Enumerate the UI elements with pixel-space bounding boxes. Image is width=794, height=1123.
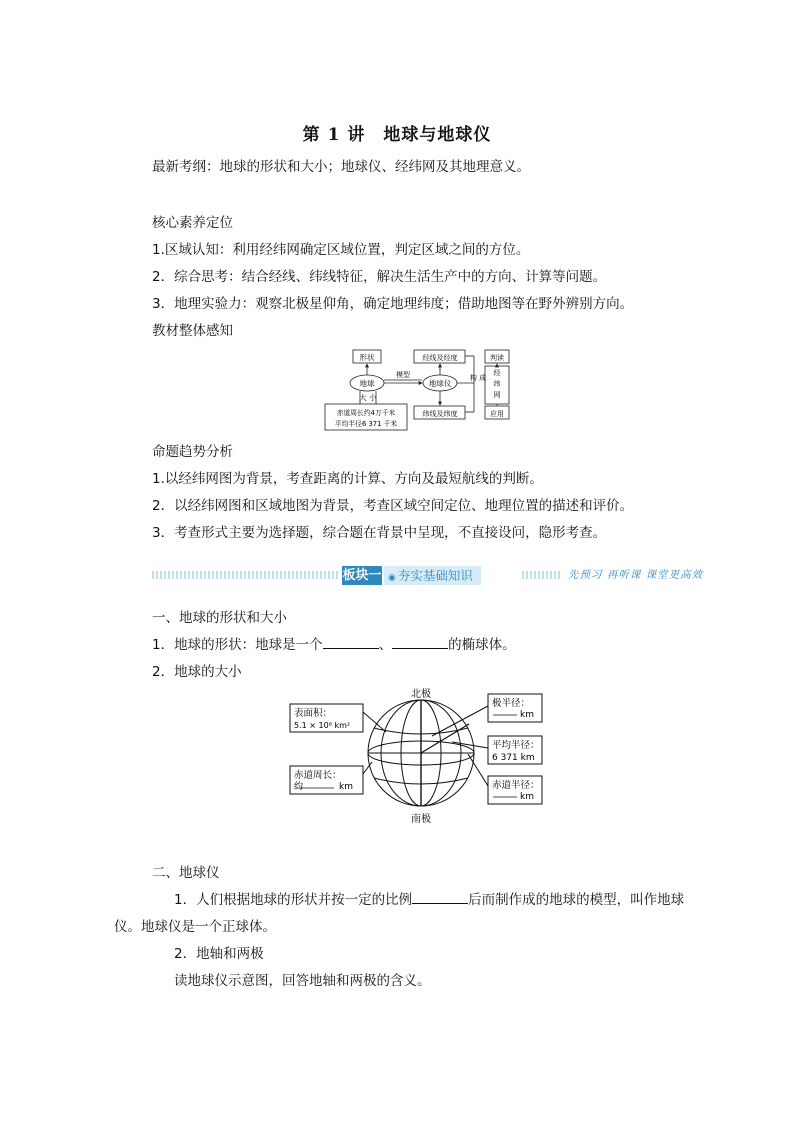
banner-box: 板块一: [342, 568, 382, 583]
diagram-globe: 地球仪: [428, 379, 452, 388]
diagram-apply: 应用: [490, 410, 504, 418]
diagram-lon: 经线及经度: [422, 354, 458, 362]
area-value: 5.1 × 10⁸ km²: [294, 721, 351, 730]
core-item: 1.区域认知：利用经纬网确定区域位置，判定区域之间的方位。: [152, 242, 530, 258]
north-pole-label: 北极: [411, 689, 431, 700]
earth-size-figure: [282, 688, 552, 828]
section2-p3: 读地球仪示意图，回答地轴和两极的含义。: [174, 973, 431, 989]
banner-slogan: 先预习 再听课 课堂更高效: [568, 569, 704, 581]
fill-blank[interactable]: [323, 636, 379, 649]
diagram-read: 判读: [490, 354, 504, 362]
diagram-size: 大 小: [359, 393, 377, 402]
equator-length-unit: km: [339, 782, 353, 792]
polar-radius-unit: km: [520, 710, 534, 720]
fill-blank[interactable]: [412, 891, 468, 904]
trend-heading: 命题趋势分析: [152, 444, 233, 460]
trend-item: 2．以经纬网图和区域地图为背景，考查区域空间定位、地理位置的描述和评价。: [152, 498, 634, 514]
banner-subtitle: ◉ 夯实基础知识: [384, 566, 481, 585]
page-title: 第 1 讲 地球与地球仪: [302, 125, 492, 145]
fill-blank[interactable]: [392, 636, 448, 649]
equator-radius-unit: km: [520, 792, 534, 802]
section2-heading: 二、地球仪: [152, 865, 220, 881]
svg-text:网: 网: [493, 391, 501, 399]
diagram-model: 模型: [396, 371, 410, 379]
polar-radius-label: 极半径：: [492, 698, 531, 709]
section2-p1-cont: 仪。地球仪是一个正球体。: [114, 919, 276, 935]
diagram-lat: 纬线及纬度: [422, 410, 458, 418]
equator-length-label: 赤道周长：: [294, 770, 342, 781]
south-pole-label: 南极: [411, 814, 431, 825]
svg-text:纬: 纬: [493, 380, 501, 388]
section2-p1: 1．人们根据地球的形状并按一定的比例 后而制作成的地球的模型，叫作地球: [174, 892, 685, 908]
concept-diagram: [320, 346, 530, 436]
core-item: 2．综合思考：结合经线、纬线特征，解决生活生产中的方向、计算等问题。: [152, 269, 607, 285]
mean-radius-value: 6 371 km: [492, 753, 535, 763]
section1-heading: 一、地球的形状和大小: [152, 610, 287, 626]
trend-item: 1.以经纬网图为背景，考查距离的计算、方向及最短航线的判断。: [152, 471, 543, 487]
diagram-size-note: 赤道周长约4万千米: [336, 409, 396, 417]
area-label: 表面积：: [294, 708, 333, 719]
section1-q2: 2．地球的大小: [152, 664, 242, 680]
diagram-shape: 形状: [359, 353, 375, 362]
equator-radius-label: 赤道半径：: [492, 780, 540, 791]
diagram-size-note: 平均半径6 371 千米: [334, 420, 398, 428]
section1-q1: 1．地球的形状：地球是一个 、 的椭球体。: [152, 637, 516, 653]
core-heading: 核心素养定位: [152, 215, 233, 231]
section-banner: [152, 562, 712, 588]
mean-radius-label: 平均半径：: [492, 740, 540, 751]
section2-p2: 2．地轴和两极: [174, 946, 264, 962]
svg-text:经: 经: [493, 369, 501, 377]
core-item: 3．地理实验力：观察北极星仰角，确定地理纬度；借助地图等在野外辨别方向。: [152, 296, 634, 312]
diagram-earth: 地球: [359, 379, 375, 388]
overview-heading: 教材整体感知: [152, 323, 233, 339]
syllabus: 最新考纲：地球的形状和大小；地球仪、经纬网及其地理意义。: [152, 159, 530, 175]
diagram-compose: 构 成: [469, 374, 487, 382]
trend-item: 3．考查形式主要为选择题，综合题在背景中呈现，不直接设问，隐形考查。: [152, 525, 607, 541]
equator-length-prefix: 约: [294, 782, 304, 792]
